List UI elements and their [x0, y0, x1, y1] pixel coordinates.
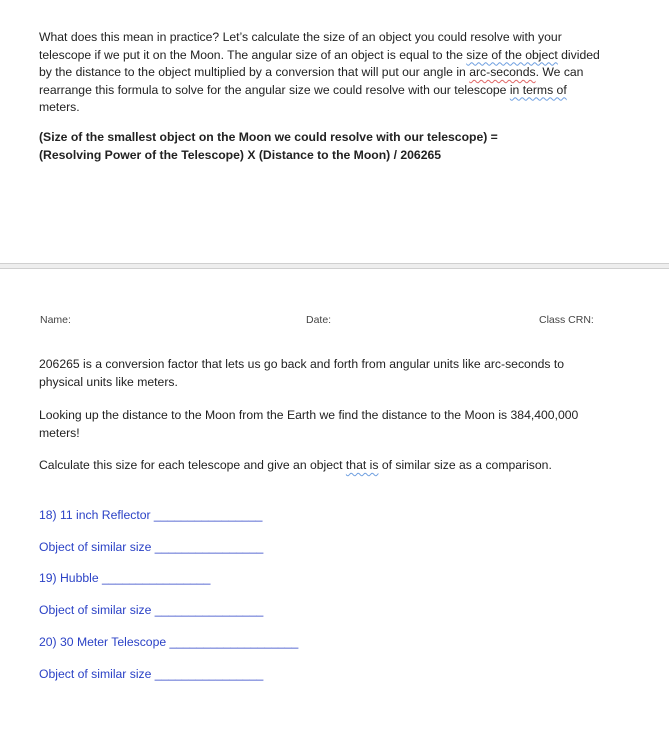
- intro-paragraph: [39, 29, 604, 117]
- conversion-factor-paragraph: 206265 is a conversion factor that lets us go back and forth from angular units like arc-seconds to physical units like meters.: [39, 357, 565, 389]
- grammar-flagged-text[interactable]: in terms of: [509, 82, 567, 97]
- question-18-similar-object: Object of similar size ________________: [39, 540, 264, 554]
- moon-distance-paragraph: Looking up the distance to the Moon from the Earth we find the distance to the Moon is 384,400,000 meters!: [39, 408, 579, 440]
- grammar-flagged-text[interactable]: size of the object: [466, 47, 558, 62]
- instruction-text: Calculate this size for each telescope and give an object: [39, 458, 346, 472]
- spelling-flagged-text[interactable]: arc-seconds: [469, 65, 536, 79]
- document-page-2: [0, 269, 669, 733]
- grammar-flagged-text[interactable]: that is: [345, 458, 379, 472]
- formula-line-2: (Resolving Power of the Telescope) X (Distance to the Moon) / 206265: [39, 147, 442, 162]
- question-20-30-meter-telescope: 20) 30 Meter Telescope ___________________: [39, 635, 299, 649]
- intro-text: meters.: [39, 100, 80, 114]
- question-20-similar-object: Object of similar size ________________: [39, 667, 264, 681]
- formula-line-1: (Size of the smallest object on the Moon we could resolve with our telescope) =: [39, 130, 498, 144]
- date-label: Date:: [306, 314, 332, 326]
- instruction-paragraph: [39, 457, 604, 475]
- question-18-11-inch-reflector: 18) 11 inch Reflector ________________: [39, 508, 263, 522]
- name-label: Name:: [40, 314, 71, 326]
- intro-text: . We can rearrange this formula to solve for the angular size we could resolve with our telescope: [39, 65, 584, 97]
- intro-text: What does this mean in practice? Let’s calculate the size of an object you could resolve with your telescope if we put it on the Moon. The angular size of an object is equal to the: [39, 30, 562, 62]
- class-crn-label: Class CRN:: [539, 314, 594, 326]
- instruction-text: of similar size as a comparison.: [378, 458, 552, 472]
- document-page-1: [0, 0, 669, 263]
- intro-text: divided by the distance to the object multiplied by a conversion that will put our angle in: [39, 47, 600, 79]
- question-19-similar-object: Object of similar size ________________: [39, 603, 264, 617]
- question-19-hubble: 19) Hubble ________________: [39, 571, 211, 585]
